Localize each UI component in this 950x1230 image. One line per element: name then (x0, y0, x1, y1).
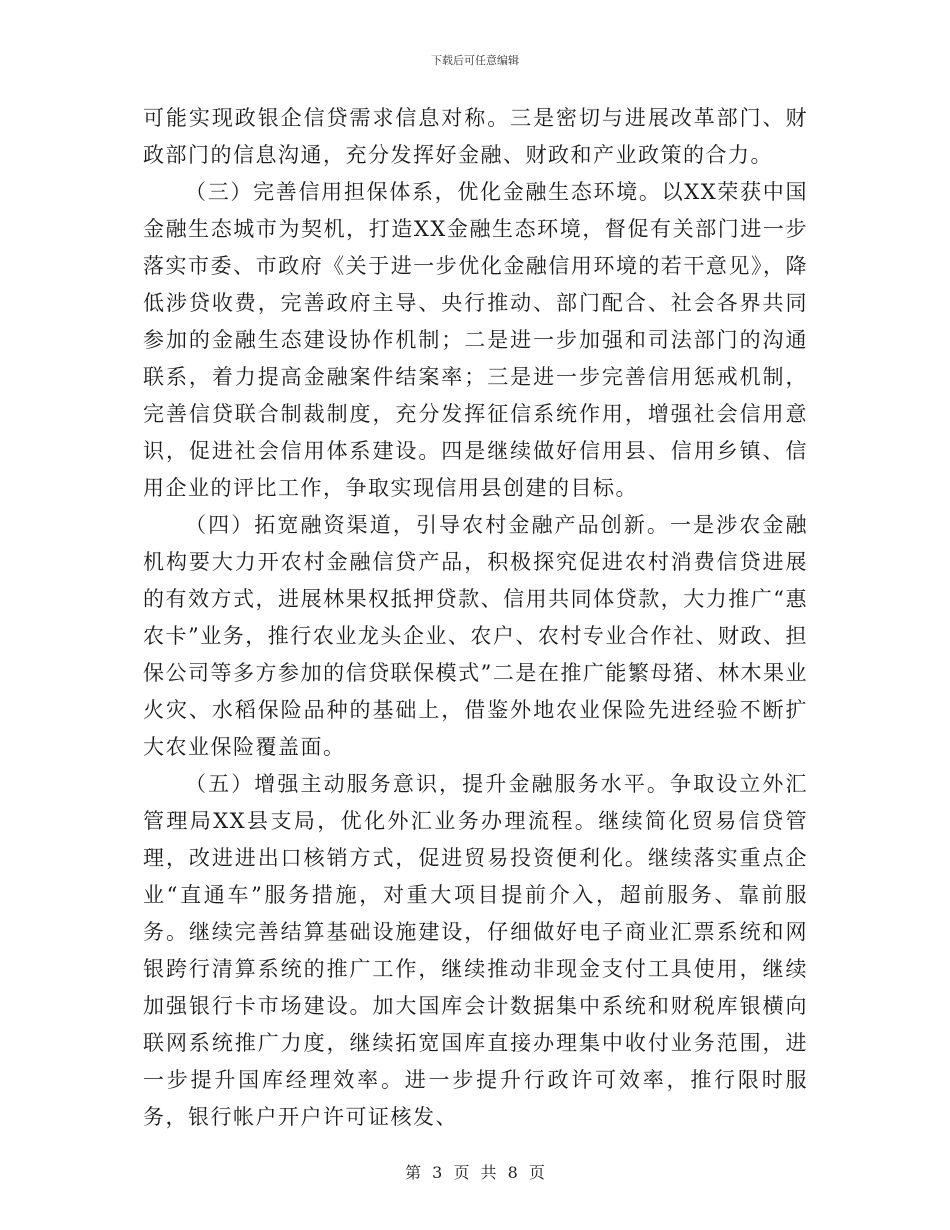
paragraph-section-5: （五）增强主动服务意识，提升金融服务水平。争取设立外汇管理局XX县支局，优化外汇业务办理流程。继续简化贸易信贷管理，改进进出口核销方式，促进贸易投资便利化。继续落实重点企业“直通车”服务措施，对重大项目提前介入，超前服务、靠前服务。继续完善结算基础设施建设，仔细做好电子商业汇票系统和网银跨行清算系统的推广工作，继续推动非现金支付工具使用，继续加强银行卡市场建设。加大国库会计数据集中系统和财税库银横向联网系统推广力度，继续拓宽国库直接办理集中收付业务范围，进一步提升国库经理效率。进一步提升行政许可效率，推行限时服务，银行帐户开户许可证核发、 (143, 772, 808, 1129)
page-header-note: 下载后可任意编辑 (431, 54, 519, 67)
paragraph-section-4: （四）拓宽融资渠道，引导农村金融产品创新。一是涉农金融机构要大力开农村金融信贷产品，积极探究促进农村消费信贷进展的有效方式，进展林果权抵押贷款、信用共同体贷款，大力推广“惠农卡”业务，推行农业龙头企业、农户、农村专业合作社、财政、担保公司等多方参加的信贷联保模式”二是在推广能繁母猪、林木果业火灾、水稻保险品种的基础上，借鉴外地农业保险先进经验不断扩大农业保险覆盖面。 (143, 513, 808, 759)
paragraph-continuation: 可能实现政银企信贷需求信息对称。三是密切与进展改革部门、财政部门的信息沟通，充分发挥好金融、财政和产业政策的合力。 (143, 106, 808, 167)
document-body (143, 100, 808, 1136)
page-number-footer: 第 3 页 共 8 页 (405, 1163, 545, 1182)
paragraph-section-3: （三）完善信用担保体系，优化金融生态环境。以XX荣获中国金融生态城市为契机，打造XX金融生态环境，督促有关部门进一步落实市委、市政府《关于进一步优化金融信用环境的若干意见》，降低涉贷收费，完善政府主导、央行推动、部门配合、社会各界共同参加的金融生态建设协作机制；二是进一步加强和司法部门的沟通联系，着力提高金融案件结案率；三是进一步完善信用惩戒机制，完善信贷联合制裁制度，充分发挥征信系统作用，增强社会信用意识，促进社会信用体系建设。四是继续做好信用县、信用乡镇、信用企业的评比工作，争取实现信用县创建的目标。 (143, 180, 808, 500)
